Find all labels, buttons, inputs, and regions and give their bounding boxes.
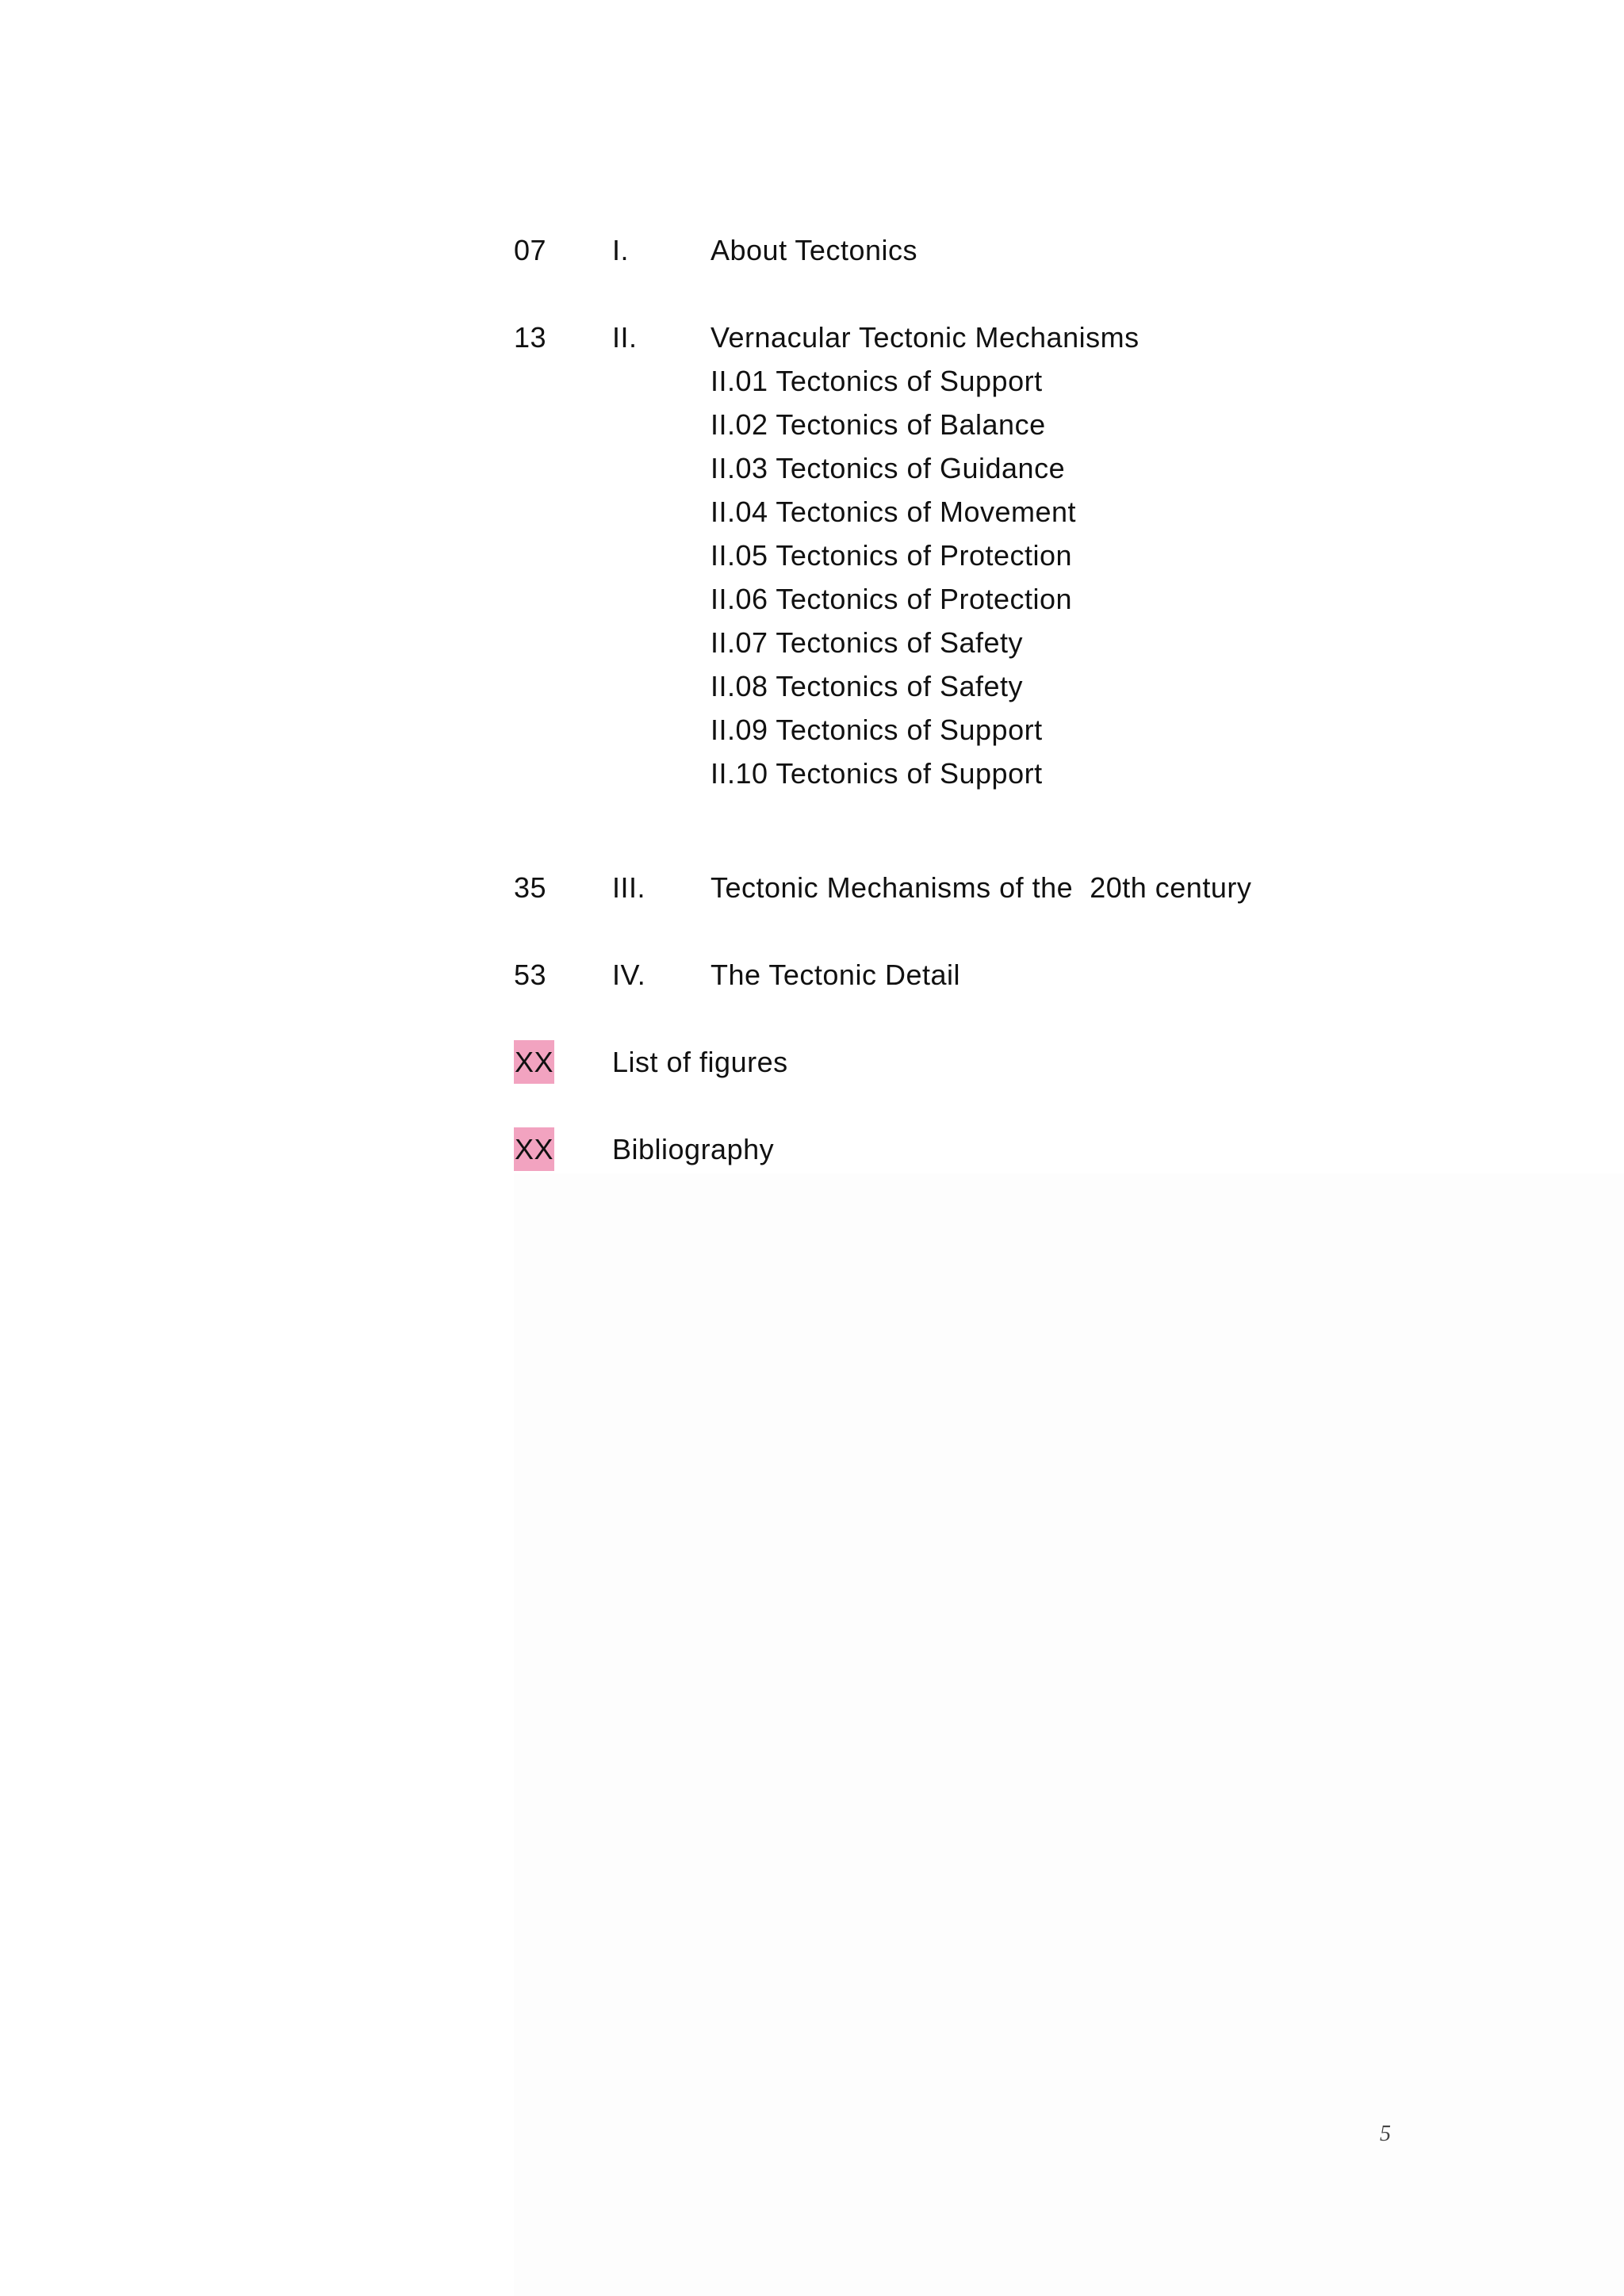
toc-page-number: 53 xyxy=(514,959,547,991)
toc-page-number-placeholder: XX xyxy=(514,1127,554,1171)
toc-subsection[interactable]: II.07 Tectonics of Safety xyxy=(710,626,1024,659)
toc-chapter-title: Tectonic Mechanisms of the 20th century xyxy=(710,871,1252,904)
toc-subsection[interactable]: II.01 Tectonics of Support xyxy=(710,365,1043,397)
page-folio-number: 5 xyxy=(1380,2122,1391,2146)
toc-subsection[interactable]: II.04 Tectonics of Movement xyxy=(710,496,1077,528)
toc-subsection[interactable]: II.05 Tectonics of Protection xyxy=(710,539,1073,572)
toc-subsection[interactable]: II.02 Tectonics of Balance xyxy=(710,408,1046,441)
toc-chapter-numeral: I. xyxy=(612,234,630,266)
toc-page-number-placeholder: XX xyxy=(514,1040,554,1084)
toc-subsection[interactable]: II.06 Tectonics of Protection xyxy=(710,583,1073,615)
toc-subsection[interactable]: II.10 Tectonics of Support xyxy=(710,757,1043,790)
toc-subsection[interactable]: II.09 Tectonics of Support xyxy=(710,714,1043,746)
toc-chapter-numeral: IV. xyxy=(612,959,646,991)
toc-chapter-title: List of figures xyxy=(612,1046,788,1078)
toc-page-number: 07 xyxy=(514,234,547,266)
toc-chapter-title: Bibliography xyxy=(612,1133,775,1165)
toc-chapter-title: The Tectonic Detail xyxy=(710,959,960,991)
toc-page-number: 13 xyxy=(514,321,547,354)
toc-subsection[interactable]: II.08 Tectonics of Safety xyxy=(710,670,1024,702)
page-background xyxy=(514,1173,1624,2296)
toc-page-number: 35 xyxy=(514,871,547,904)
toc-subsection-list xyxy=(710,359,1076,795)
toc-subsection[interactable]: II.03 Tectonics of Guidance xyxy=(710,452,1066,484)
toc-chapter-numeral: II. xyxy=(612,321,638,354)
toc-chapter-title: Vernacular Tectonic Mechanisms xyxy=(710,321,1139,354)
toc-chapter-numeral: III. xyxy=(612,871,646,904)
toc-chapter-title: About Tectonics xyxy=(710,234,917,266)
